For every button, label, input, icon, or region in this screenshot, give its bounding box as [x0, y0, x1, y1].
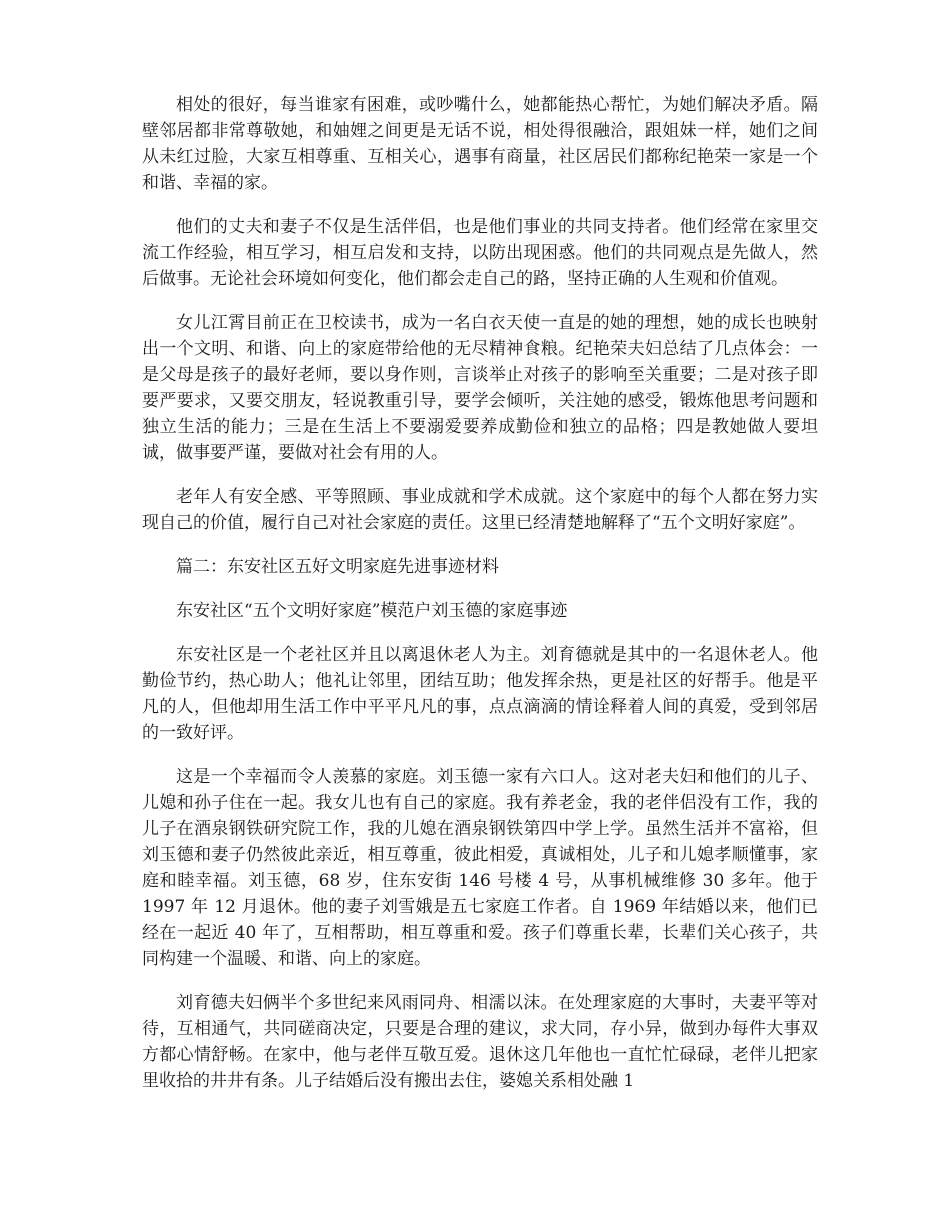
paragraph-couple: 刘育德夫妇俩半个多世纪来风雨同舟、相濡以沫。在处理家庭的大事时，夫妻平等对待，互相通气，共同磋商决定，只要是合理的建议，求大同，存小异，做到办每件大事双方都心情舒畅。在家中，他与老伴互敬互爱。退休这几年他也一直忙忙碌碌，老伴儿把家里收拾的井井有条。儿子结婚后没有搬出去住，婆媳关系相处融 1 [142, 993, 818, 1091]
document-page [142, 92, 824, 1112]
paragraph-community: 东安社区是一个老社区并且以离退休老人为主。刘育德就是其中的一名退休老人。他勤俭节约，热心助人；他礼让邻里，团结互助；他发挥余热，更是社区的好帮手。他是平凡的人，但他却用生活工作中平平凡凡的事，点点滴滴的情诠释着人间的真爱，受到邻居的一致好评。 [142, 645, 818, 743]
paragraph-partners: 他们的丈夫和妻子不仅是生活伴侣，也是他们事业的共同支持者。他们经常在家里交流工作经验，相互学习，相互启发和支持，以防出现困惑。他们的共同观点是先做人，然后做事。无论社会环境如何变化，他们都会走自己的路，坚持正确的人生观和价值观。 [142, 217, 818, 289]
paragraph-harmony: 相处的很好，每当谁家有困难，或吵嘴什么，她都能热心帮忙，为她们解决矛盾。隔壁邻居都非常尊敬她，和妯娌之间更是无话不说，相处得很融洽，跟姐妹一样，她们之间从未红过脸，大家互相尊重、互相关心，遇事有商量，社区居民们都称纪艳荣一家是一个和谐、幸福的家。 [142, 95, 818, 193]
paragraph-elderly: 老年人有安全感、平等照顾、事业成就和学术成就。这个家庭中的每个人都在努力实现自己的价值，履行自己对社会家庭的责任。这里已经清楚地解释了“五个文明好家庭”。 [142, 487, 818, 533]
section-heading: 篇二：东安社区五好文明家庭先进事迹材料 [176, 557, 499, 577]
paragraph-daughter: 女儿江霄目前正在卫校读书，成为一名白衣天使一直是的她的理想，她的成长也映射出一个文明、和谐、向上的家庭带给他的无尽精神食粮。纪艳荣夫妇总结了几点体会：一是父母是孩子的最好老师，要以身作则，言谈举止对孩子的影响至关重要；二是对孩子即要严要求，又要交朋友，轻说教重引导，要学会倾听，关注她的感受，锻炼他思考问题和独立生活的能力；三是在生活上不要溺爱要养成勤俭和独立的品格；四是教她做人要坦诚，做事要严谨，要做对社会有用的人。 [142, 313, 818, 463]
paragraph-family: 这是一个幸福而令人羡慕的家庭。刘玉德一家有六口人。这对老夫妇和他们的儿子、儿媳和孙子住在一起。我女儿也有自己的家庭。我有养老金，我的老伴侣没有工作，我的儿子在酒泉钢铁研究院工作，我的儿媳在酒泉钢铁第四中学上学。虽然生活并不富裕，但刘玉德和妻子仍然彼此亲近，相互尊重，彼此相爱，真诚相处，儿子和儿媳孝顺懂事，家庭和睦幸福。刘玉德，68 岁，住东安街 146 号楼 4 号，从事机械维修 30 多年。他于 1997 年 12 月退休。他的妻子刘雪娥是五七家庭工作者。自 1969 年结婚以来，他们已经在一起近 40 年了，互相帮助，相互尊重和爱。孩子们尊重长辈，长辈们关心孩子，共同构建一个温暖、和谐、向上的家庭。 [142, 767, 824, 969]
section-subheading: 东安社区“五个文明好家庭”模范户刘玉德的家庭事迹 [176, 601, 568, 621]
